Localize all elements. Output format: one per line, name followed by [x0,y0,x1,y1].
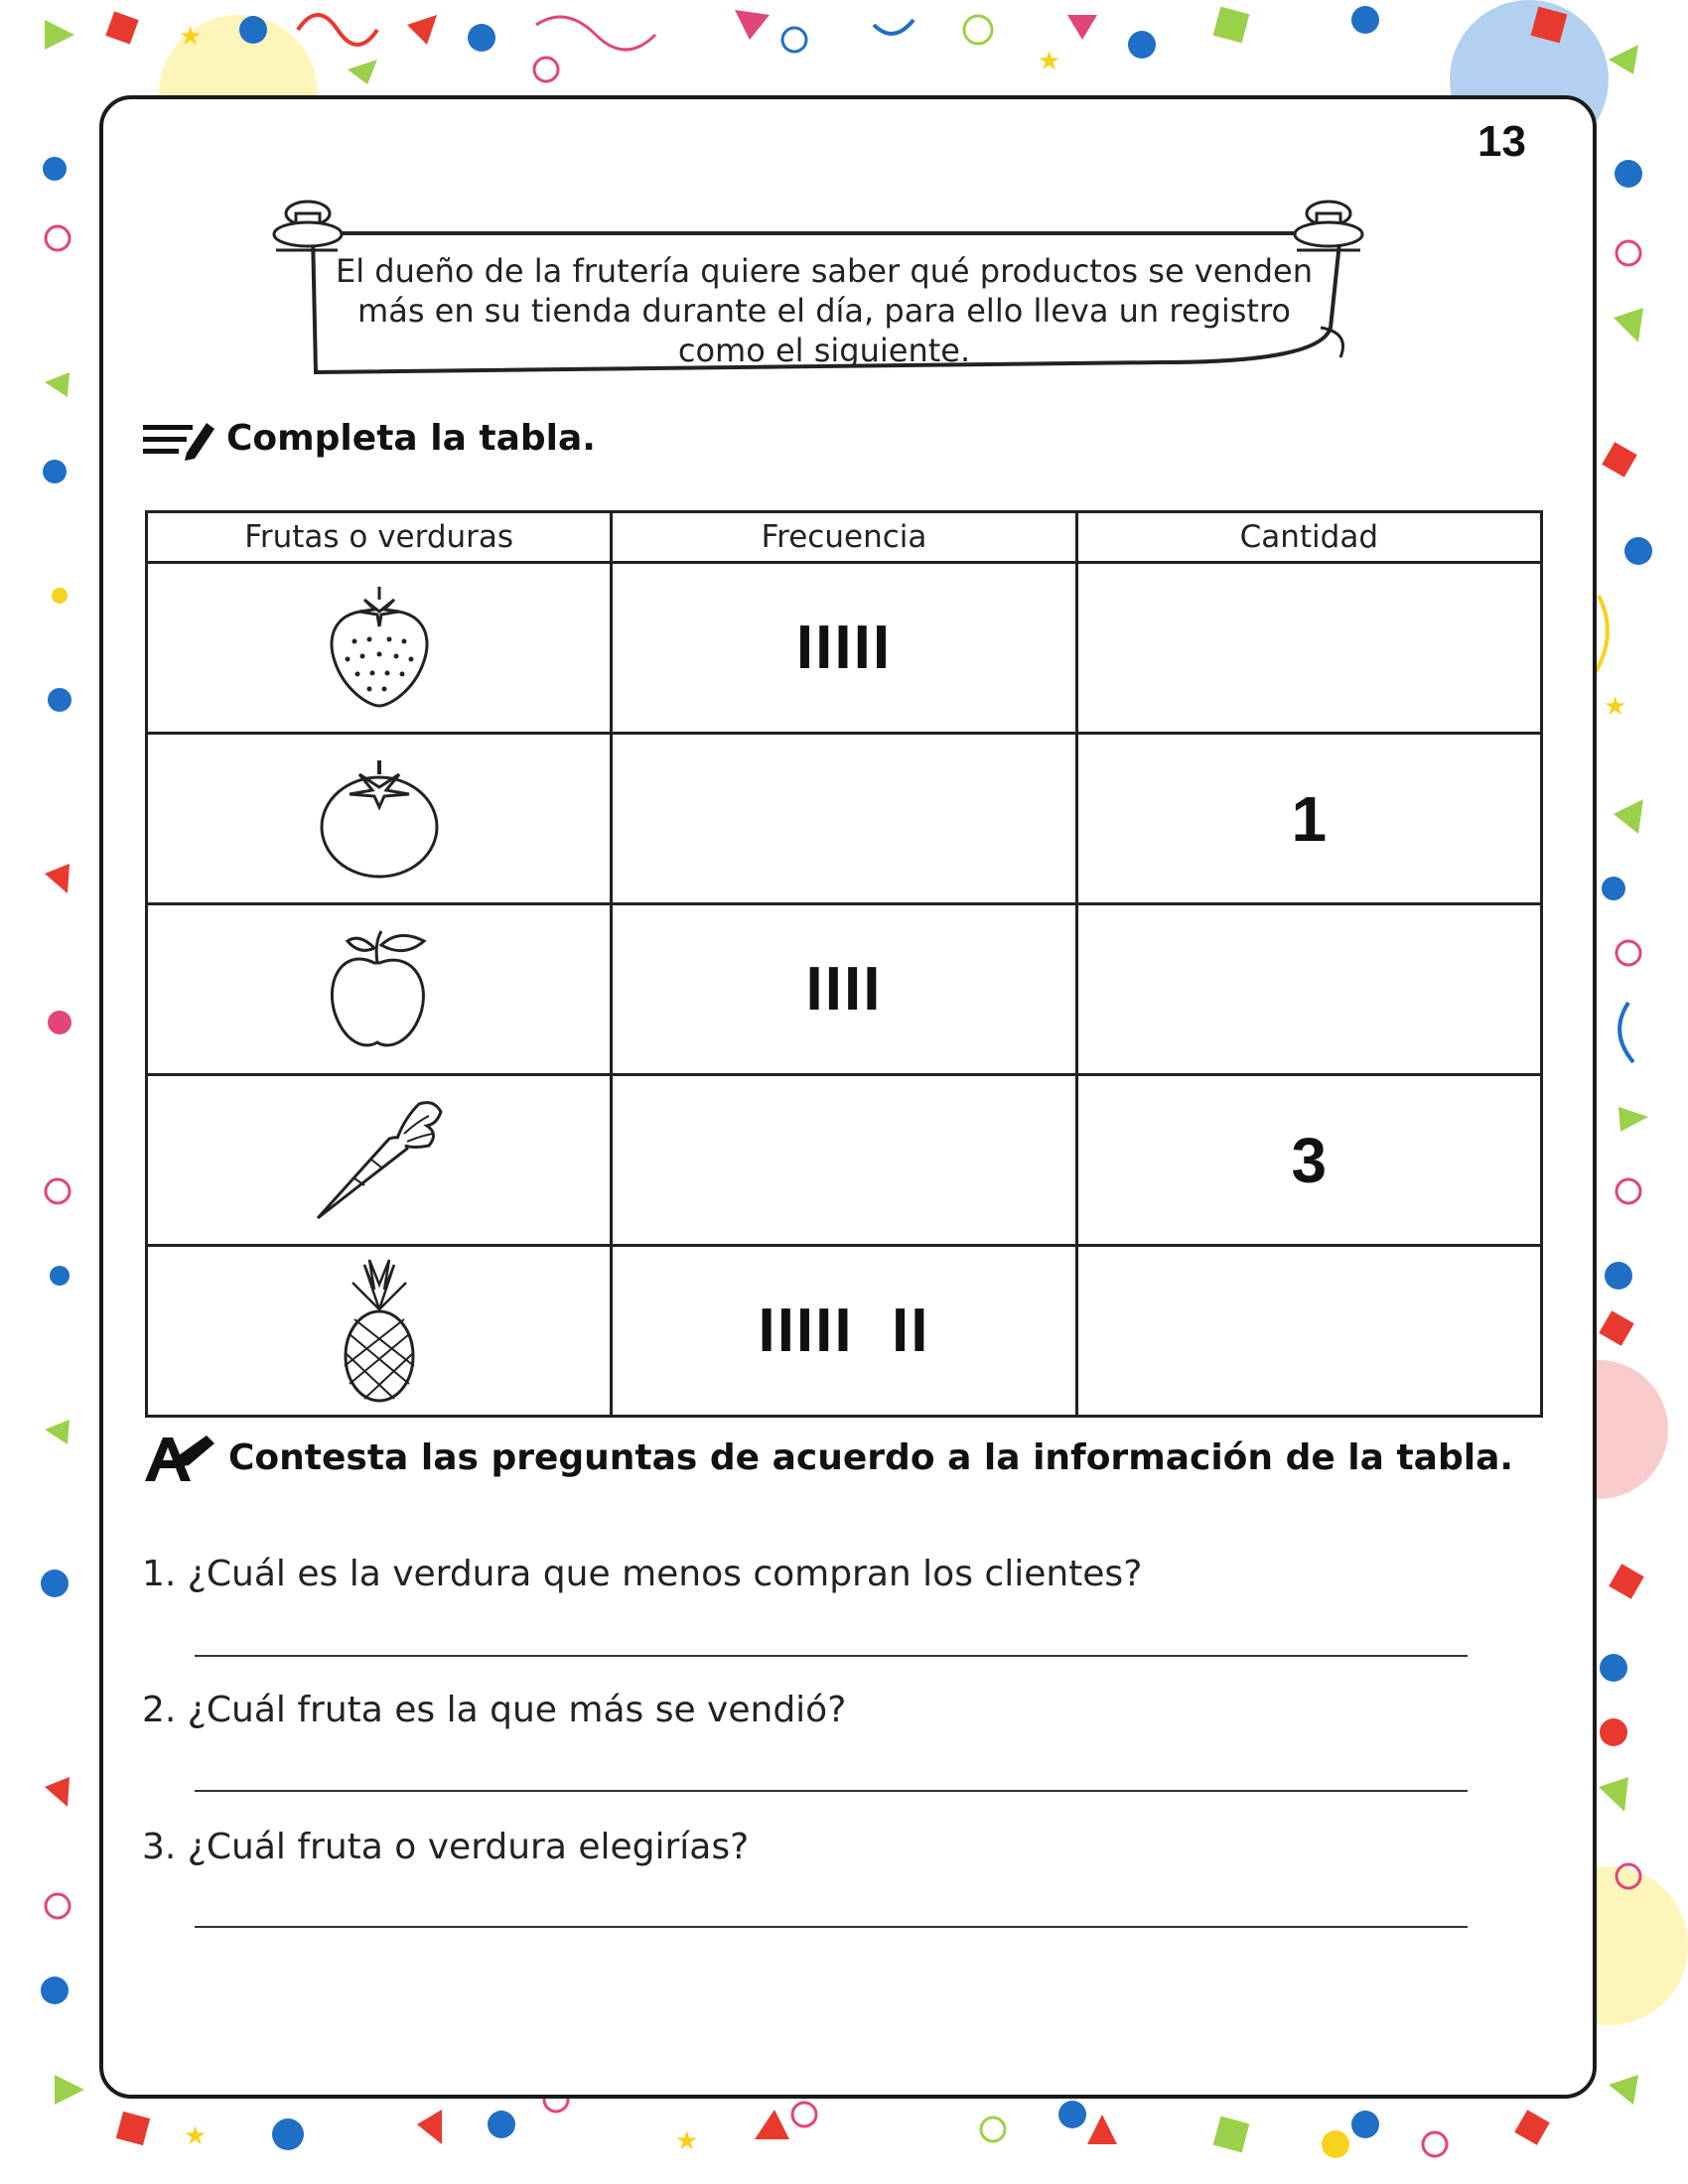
answer-line-1[interactable] [195,1655,1468,1657]
letter-pencil-icon [141,1432,218,1483]
quantity-cell [1076,1075,1541,1246]
tally-marks: IIII [805,955,883,1024]
table-row [147,1246,1542,1417]
svg-text:★: ★ [179,22,203,52]
frequency-cell[interactable] [612,734,1076,904]
item-cell [147,904,612,1075]
question-3: 3. ¿Cuál fruta o verdura elegirías? [142,1827,750,1867]
frequency-cell [612,904,1076,1075]
svg-text:★: ★ [1038,47,1061,76]
table-row [147,1075,1542,1246]
table-row [147,734,1542,904]
quantity-value: 1 [1291,782,1328,855]
table-row [147,904,1542,1075]
banner-line: El dueño de la frutería quiere saber qué productos se venden [336,252,1313,290]
frequency-cell[interactable] [612,1075,1076,1246]
item-cell [147,563,612,734]
quantity-cell[interactable] [1076,1246,1541,1417]
table-row [147,563,1542,734]
item-cell [147,1075,612,1246]
svg-text:★: ★ [184,2121,208,2151]
instruction-label: Completa la tabla. [226,417,596,459]
column-header-items: Frutas o verduras [147,512,612,563]
tally-marks: IIIII II [758,1297,930,1365]
tomato-icon [315,752,444,882]
pin-icon-right [1295,202,1362,250]
apple-icon [320,923,439,1052]
instruction-label: Contesta las preguntas de acuerdo a la información de la tabla. [228,1436,1514,1478]
item-cell [147,734,612,904]
frequency-cell [612,563,1076,734]
quantity-value: 3 [1291,1124,1328,1196]
strawberry-icon [320,582,439,711]
answer-line-3[interactable] [195,1926,1468,1928]
quantity-cell[interactable] [1076,563,1541,734]
banner-text [328,251,1321,370]
write-lines-icon [141,415,216,461]
question-1: 1. ¿Cuál es la verdura que menos compran los clientes? [142,1554,1143,1594]
frequency-cell [612,1246,1076,1417]
pin-icon-left [274,202,342,250]
frequency-table [145,510,1543,1418]
quantity-cell[interactable] [1076,904,1541,1075]
column-header-frequency: Frecuencia [612,512,1076,563]
banner-line: como el siguiente. [677,332,971,369]
question-2: 2. ¿Cuál fruta es la que más se vendió? [142,1690,847,1730]
banner-line: más en su tienda durante el día, para ello lleva un registro [357,292,1291,330]
instruction-complete-table [141,415,596,461]
svg-text:★: ★ [1604,692,1627,722]
instruction-answer-questions [141,1432,1513,1483]
answer-line-2[interactable] [195,1790,1468,1792]
pineapple-icon [335,1255,424,1404]
column-header-quantity: Cantidad [1076,512,1541,563]
svg-text:★: ★ [675,2126,699,2156]
page-number: 13 [1477,117,1526,166]
quantity-cell [1076,734,1541,904]
tally-marks: IIIII [795,614,893,682]
carrot-icon [310,1094,449,1223]
item-cell [147,1246,612,1417]
